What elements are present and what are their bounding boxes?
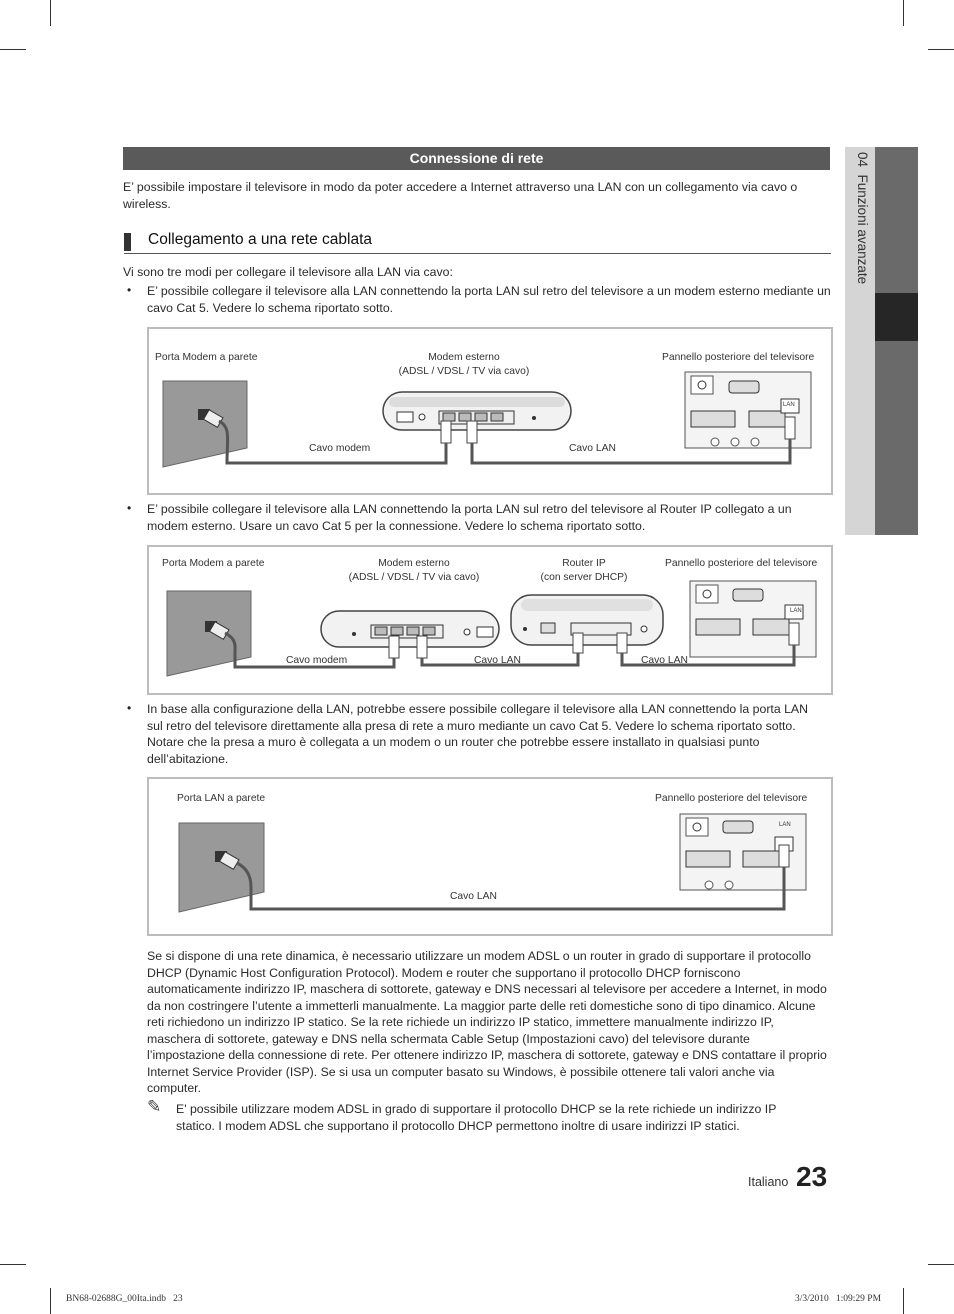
diagram-modem <box>147 327 833 495</box>
crop-mark <box>903 1288 904 1314</box>
pencil-note-icon: ✎ <box>147 1097 162 1116</box>
label-router <box>534 557 634 585</box>
body-text: Se si dispone di una rete dinamica, è necessario utilizzare un modem ADSL o un router in grado di supportare il protocollo DHCP (Dynamic Host Configuration Protocol). Modem e router che supportano il protocollo DHCP forniscono automaticamente indirizzo IP, maschera di sottorete, gateway e DNS necessari al televisore per accedere a Internet, in modo da non costringere l’utente a immetterli manualmente. La maggior parte delle reti domestiche sono di tipo dinamico. Alcune reti richiedono un indirizzo IP statico. Se la rete richiede un indirizzo IP statico, immettere manualmente indirizzo IP, maschera di sottorete, gateway e DNS nella schermata Cable Setup (Impostazioni cavo) del televisore durante l’impostazione della connessione di rete. Per ottenere indirizzo IP, maschera di sottorete, gateway e DNS contattare il proprio Internet Service Provider (ISP). Se si usa un computer basato su Windows, è possibile ottenere tali valori anche via computer. <box>147 949 827 1095</box>
bullet-dot: • <box>127 283 132 297</box>
label-modem-line2: (ADSL / VDSL / TV via cavo) <box>348 572 480 583</box>
crop-mark <box>928 49 954 50</box>
crop-mark <box>903 0 904 26</box>
bullet-dot: • <box>127 701 132 715</box>
label-cable-modem: Cavo modem <box>286 655 348 666</box>
label-tv-panel: Pannello posteriore del televisore <box>655 793 808 804</box>
label-cable-lan-1: Cavo LAN <box>474 655 521 666</box>
crop-mark <box>50 1288 51 1314</box>
label-cable-lan-2: Cavo LAN <box>641 655 688 666</box>
label-modem-line1: Modem esterno <box>428 352 500 363</box>
chapter-tab-marker <box>875 293 918 341</box>
page-number: 23 <box>796 1161 828 1192</box>
label-wall-port: Porta Modem a parete <box>155 352 258 363</box>
bullet-2: E’ possibile collegare il televisore alla LAN connettendo la porta LAN sul retro del televisore al Router IP collegato a un modem esterno. Usare un cavo Cat 5 per la connessione. Vedere lo schema riportato sotto. <box>147 502 792 533</box>
crop-mark <box>0 1264 26 1265</box>
label-tv-panel: Pannello posteriore del televisore <box>665 558 818 569</box>
chapter-tab-strip <box>875 147 918 535</box>
label-router-line2: (con server DHCP) <box>540 572 628 583</box>
diagram-router <box>147 545 833 695</box>
label-modem-line2: (ADSL / VDSL / TV via cavo) <box>398 366 530 377</box>
subsection-title: Collegamento a una rete cablata <box>148 231 373 248</box>
bullet-1: E’ possibile collegare il televisore alla LAN connettendo la porta LAN sul retro del televisore a un modem esterno mediante un cavo Cat 5. Vedere lo schema riportato sotto. <box>147 284 831 315</box>
diagram-wall-lan <box>147 777 833 936</box>
section-title: Connessione di rete <box>123 147 830 170</box>
subsection-header <box>124 229 831 254</box>
footer-language: Italiano <box>748 1175 789 1189</box>
note-text: E' possibile utilizzare modem ADSL in grado di supportare il protocollo DHCP se la rete richiede un indirizzo IP statico. I modem ADSL che supportano il protocollo DHCP permettono inoltre di usare indirizzi IP statici. <box>176 1102 777 1133</box>
print-file-info: BN68-02688G_00Ita.indb 23 <box>66 1294 183 1304</box>
section-intro: E’ possibile impostare il televisore in modo da poter accedere a Internet attraverso una LAN con un collegamento via cavo o wireless. <box>123 180 798 211</box>
subsection-lead: Vi sono tre modi per collegare il televisore alla LAN via cavo: <box>123 265 453 279</box>
label-port-lan: LAN <box>779 822 791 828</box>
chapter-number: 04 <box>855 152 870 168</box>
label-modem-line1: Modem esterno <box>378 558 450 569</box>
label-wall-port: Porta LAN a parete <box>177 793 266 804</box>
label-router-line1: Router IP <box>562 558 606 569</box>
label-modem <box>339 557 489 585</box>
label-port-lan: LAN <box>783 402 795 408</box>
label-tv-panel: Pannello posteriore del televisore <box>662 352 815 363</box>
crop-mark <box>50 0 51 26</box>
subsection-marker <box>124 233 131 251</box>
crop-mark <box>0 49 26 50</box>
label-port-lan: LAN <box>790 608 802 614</box>
chapter-title: Funzioni avanzate <box>855 174 870 285</box>
print-datetime: 3/3/2010 1:09:29 PM <box>795 1294 882 1304</box>
label-cable-lan: Cavo LAN <box>450 891 497 902</box>
label-cable-lan: Cavo LAN <box>569 443 616 454</box>
crop-mark <box>928 1264 954 1265</box>
label-cable-modem: Cavo modem <box>309 443 371 454</box>
label-modem <box>389 351 539 379</box>
label-wall-port: Porta Modem a parete <box>162 558 265 569</box>
bullet-dot: • <box>127 501 132 515</box>
chapter-tab-label <box>848 152 870 352</box>
bullet-3: In base alla configurazione della LAN, potrebbe essere possibile collegare il televisore alla LAN connettendo la porta LAN sul retro del televisore direttamente alla presa di rete a muro mediante un cavo Cat 5. Vedere lo schema riportato sotto. Notare che la presa a muro è collegata a un modem o un router che potrebbe essere installato in qualsiasi punto dell’abitazione. <box>147 702 809 766</box>
